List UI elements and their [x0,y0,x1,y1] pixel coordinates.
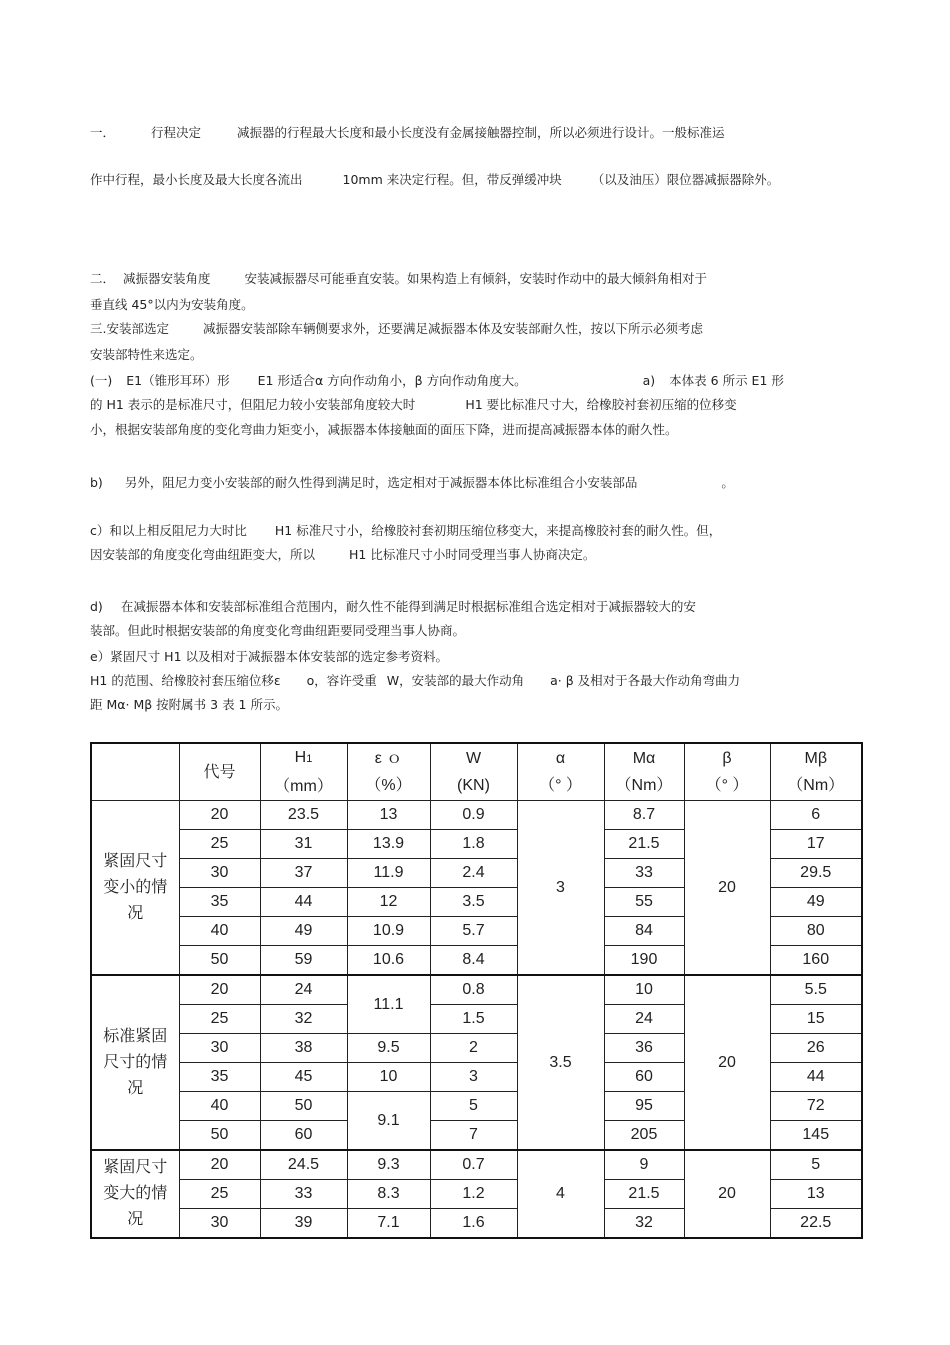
cell-m-beta: 80 [770,917,862,946]
cell-h1: 50 [260,1092,347,1121]
paragraph-f-line-1: H1 的范围、给橡胶衬套压缩位移ε o，容许受重 W，安装部的最大作动角 a· β 及相对于各最大作动角弯曲力 [90,673,741,688]
table-row [91,975,862,1005]
cell-h1: 32 [260,1005,347,1034]
group-label-standard: 标准紧固 尺寸的情 况 [91,975,179,1150]
section-3-line-1: 三.安装部选定 减振器安装部除车辆侧要求外，还要满足减振器本体及安装部耐久性，按以下所示必须考虑 [90,321,703,336]
section-3-line-2: 安装部特性来选定。 [90,347,203,362]
cell-epsilon: 12 [347,888,430,917]
cell-code: 20 [179,975,260,1005]
cell-w: 5 [430,1092,517,1121]
cell-epsilon: 8.3 [347,1180,430,1209]
cell-m-alpha: 33 [604,859,684,888]
cell-code: 40 [179,917,260,946]
cell-code: 20 [179,1150,260,1180]
cell-w: 5.7 [430,917,517,946]
header-beta: β （° ） [684,743,770,801]
cell-w: 2 [430,1034,517,1063]
cell-m-beta: 22.5 [770,1209,862,1239]
cell-m-alpha: 190 [604,946,684,976]
cell-epsilon: 9.3 [347,1150,430,1180]
section-2-line-1: 二． 减振器安装角度 安装减振器尽可能垂直安装。如果构造上有倾斜，安装时作动中的最大倾斜角相对于 [90,271,708,286]
cell-h1: 45 [260,1063,347,1092]
paragraph-c-line-1: c）和以上相反阻尼力大时比 H1 标准尺寸小，给橡胶衬套初期压缩位移变大，来提高橡胶衬套的耐久性。但， [90,523,722,538]
cell-epsilon: 9.5 [347,1034,430,1063]
cell-code: 30 [179,859,260,888]
cell-m-alpha: 60 [604,1063,684,1092]
cell-w: 8.4 [430,946,517,976]
cell-h1: 24 [260,975,347,1005]
cell-alpha: 3 [517,801,604,976]
cell-code: 20 [179,801,260,830]
cell-epsilon: 9.1 [347,1092,430,1151]
cell-w: 1.8 [430,830,517,859]
cell-m-beta: 5 [770,1150,862,1180]
cell-epsilon: 11.1 [347,975,430,1034]
cell-w: 0.8 [430,975,517,1005]
cell-w: 7 [430,1121,517,1151]
cell-h1: 24.5 [260,1150,347,1180]
paragraph-b: b) 另外，阻尼力变小安装部的耐久性得到满足时，选定相对于减振器本体比标准组合小安装部品 。 [90,475,734,490]
cell-h1: 60 [260,1121,347,1151]
cell-w: 3 [430,1063,517,1092]
cell-code: 50 [179,1121,260,1151]
cell-m-alpha: 32 [604,1209,684,1239]
cell-epsilon: 10.9 [347,917,430,946]
cell-m-beta: 13 [770,1180,862,1209]
cell-h1: 23.5 [260,801,347,830]
cell-h1: 59 [260,946,347,976]
cell-h1: 38 [260,1034,347,1063]
cell-m-alpha: 95 [604,1092,684,1121]
paragraph-c-line-2: 因安装部的角度变化弯曲纽距变大，所以 H1 比标准尺寸小时同受理当事人协商决定。 [90,547,596,562]
cell-code: 30 [179,1209,260,1239]
cell-w: 3.5 [430,888,517,917]
group-label-smaller: 紧固尺寸 变小的情 况 [91,801,179,976]
cell-alpha: 3.5 [517,975,604,1150]
cell-epsilon: 11.9 [347,859,430,888]
cell-w: 1.6 [430,1209,517,1239]
section-2-line-2: 垂直线 45°以内为安装角度。 [90,297,254,312]
cell-h1: 33 [260,1180,347,1209]
cell-code: 25 [179,1180,260,1209]
cell-alpha: 4 [517,1150,604,1238]
cell-m-beta: 15 [770,1005,862,1034]
table-header-row [91,743,862,801]
cell-m-beta: 17 [770,830,862,859]
paragraph-e1-line-2: 的 H1 表示的是标准尺寸，但阻尼力较小安装部角度较大时 H1 要比标准尺寸大，给橡胶衬套初压缩的位移变 [90,397,737,412]
mounting-spec-table [90,742,863,1239]
cell-h1: 31 [260,830,347,859]
cell-beta: 20 [684,1150,770,1238]
cell-m-beta: 145 [770,1121,862,1151]
header-code: 代号 [179,743,260,801]
cell-code: 35 [179,888,260,917]
cell-m-beta: 29.5 [770,859,862,888]
paragraph-f-line-2: 距 Mα· Mβ 按附属书 3 表 1 所示。 [90,697,288,712]
cell-w: 0.7 [430,1150,517,1180]
paragraph-d-line-2: 装部。但此时根据安装部的角度变化弯曲纽距要同受理当事人协商。 [90,623,466,638]
cell-beta: 20 [684,801,770,976]
cell-w: 1.5 [430,1005,517,1034]
cell-m-beta: 72 [770,1092,862,1121]
cell-h1: 37 [260,859,347,888]
table-row [91,1150,862,1180]
cell-beta: 20 [684,975,770,1150]
cell-m-alpha: 55 [604,888,684,917]
cell-w: 1.2 [430,1180,517,1209]
table-row [91,801,862,830]
cell-code: 50 [179,946,260,976]
cell-m-alpha: 9 [604,1150,684,1180]
cell-m-beta: 44 [770,1063,862,1092]
section-1-line-2: 作中行程，最小长度及最大长度各流出 10mm 来决定行程。但，带反弹缓冲块 （以及油压）限位器减振器除外。 [90,172,780,187]
cell-m-alpha: 84 [604,917,684,946]
cell-w: 2.4 [430,859,517,888]
cell-m-beta: 49 [770,888,862,917]
cell-code: 35 [179,1063,260,1092]
cell-m-alpha: 8.7 [604,801,684,830]
cell-h1: 49 [260,917,347,946]
header-m-beta: Mβ （Nm） [770,743,862,801]
header-group-blank [91,743,179,801]
header-epsilon: ε ｏ （%） [347,743,430,801]
header-alpha: α （° ） [517,743,604,801]
cell-h1: 39 [260,1209,347,1239]
group-label-larger: 紧固尺寸 变大的情 况 [91,1150,179,1238]
paragraph-d-line-1: d) 在减振器本体和安装部标准组合范围内，耐久性不能得到满足时根据标准组合选定相对于减振器较大的安 [90,599,696,614]
cell-m-alpha: 36 [604,1034,684,1063]
cell-epsilon: 13 [347,801,430,830]
paragraph-e1-line-3: 小，根据安装部角度的变化弯曲力矩变小，减振器本体接触面的面压下降，进而提高减振器本体的耐久性。 [90,422,678,437]
cell-h1: 44 [260,888,347,917]
cell-w: 0.9 [430,801,517,830]
paragraph-e: e）紧固尺寸 H1 以及相对于减振器本体安装部的选定参考资料。 [90,649,448,664]
cell-m-alpha: 21.5 [604,1180,684,1209]
cell-m-alpha: 10 [604,975,684,1005]
paragraph-e1-line-1: (一) E1（锥形耳环）形 E1 形适合α 方向作动角小，β 方向作动角度大。 a) 本体表 6 所示 E1 形 [90,373,784,388]
cell-m-beta: 160 [770,946,862,976]
cell-code: 25 [179,830,260,859]
cell-epsilon: 10.6 [347,946,430,976]
cell-m-beta: 26 [770,1034,862,1063]
cell-code: 25 [179,1005,260,1034]
cell-epsilon: 7.1 [347,1209,430,1239]
section-1-line-1: 一． 行程决定 减振器的行程最大长度和最小长度没有金属接触器控制，所以必须进行设计。一般标准运 [90,125,725,140]
cell-code: 40 [179,1092,260,1121]
cell-m-beta: 5.5 [770,975,862,1005]
cell-m-alpha: 21.5 [604,830,684,859]
cell-code: 30 [179,1034,260,1063]
header-w: W (KN) [430,743,517,801]
header-m-alpha: Mα （Nm） [604,743,684,801]
cell-m-beta: 6 [770,801,862,830]
cell-m-alpha: 205 [604,1121,684,1151]
header-h1: H1 （mm） [260,743,347,801]
cell-epsilon: 13.9 [347,830,430,859]
cell-m-alpha: 24 [604,1005,684,1034]
cell-epsilon: 10 [347,1063,430,1092]
